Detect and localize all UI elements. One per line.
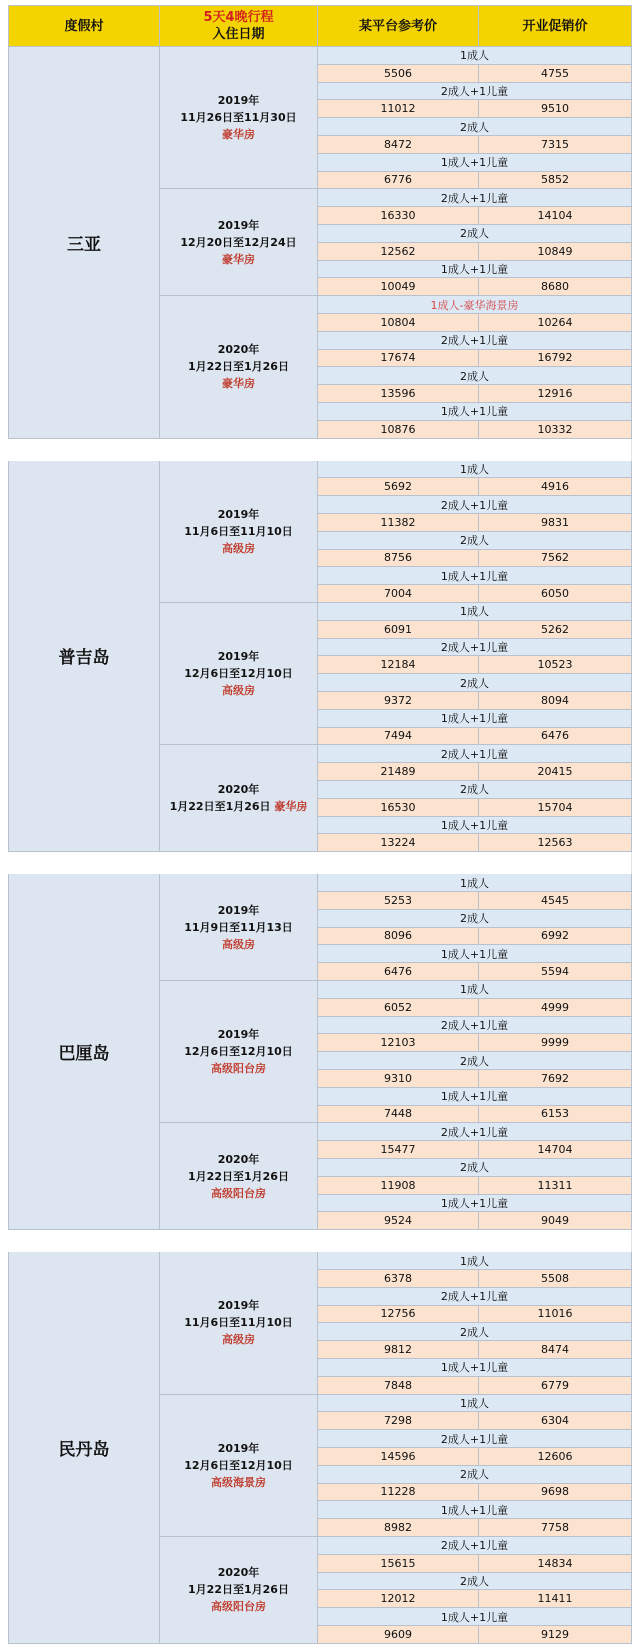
pax-type-row: 1成人: [318, 461, 632, 479]
pax-type-row: 1成人: [318, 1252, 632, 1270]
checkin-range: 12月6日至12月10日: [184, 1458, 293, 1472]
checkin-year: 2020年: [217, 343, 260, 357]
pax-type-row: 1成人: [318, 47, 632, 65]
pax-type-row: 2成人: [318, 118, 632, 136]
checkin-range: 11月6日至11月10日: [184, 524, 293, 538]
checkin-year: 2019年: [217, 650, 260, 664]
promo-price-cell: 11311: [479, 1177, 632, 1195]
pax-type-row: 1成人+1儿童: [318, 403, 632, 421]
room-type: 豪华房: [274, 800, 308, 814]
promo-price-cell: 12563: [479, 834, 632, 852]
pax-type-row: 2成人+1儿童: [318, 1123, 632, 1141]
header-resort: [8, 5, 160, 47]
promo-price-cell: 14834: [479, 1555, 632, 1573]
pax-type-row: 2成人: [318, 225, 632, 243]
ref-price-cell: 6378: [318, 1270, 479, 1288]
header-ref-price-label: 某平台参考价: [358, 18, 437, 34]
promo-price-cell: 9698: [479, 1484, 632, 1502]
pax-type-row: 1成人-豪华海景房: [318, 296, 632, 314]
ref-price-cell: 12562: [318, 243, 479, 261]
checkin-date-cell: [160, 1395, 318, 1537]
resort-name-cell: 三亚: [8, 47, 160, 439]
promo-price-cell: 8094: [479, 692, 632, 710]
pax-type-row: 1成人+1儿童: [318, 567, 632, 585]
ref-price-cell: 11908: [318, 1177, 479, 1195]
pax-type-row: 2成人: [318, 1052, 632, 1070]
ref-price-cell: 21489: [318, 763, 479, 781]
promo-price-cell: 5508: [479, 1270, 632, 1288]
promo-price-cell: 16792: [479, 350, 632, 368]
checkin-year: 2019年: [217, 1028, 260, 1042]
checkin-date-cell: [160, 1537, 318, 1644]
room-type: 高级阳台房: [211, 1600, 266, 1614]
checkin-range: 11月6日至11月10日: [184, 1316, 293, 1330]
ref-price-cell: 6476: [318, 963, 479, 981]
room-type: 高级阳台房: [211, 1062, 266, 1076]
pax-type-row: 2成人+1儿童: [318, 639, 632, 657]
ref-price-cell: 11012: [318, 100, 479, 118]
ref-price-cell: 12103: [318, 1034, 479, 1052]
pax-type-row: 1成人+1儿童: [318, 710, 632, 728]
ref-price-cell: 5253: [318, 892, 479, 910]
promo-price-cell: 9510: [479, 100, 632, 118]
checkin-year: 2020年: [217, 783, 260, 797]
ref-price-cell: 13596: [318, 385, 479, 403]
ref-price-cell: 7848: [318, 1377, 479, 1395]
promo-price-cell: 7315: [479, 136, 632, 154]
ref-price-cell: 6091: [318, 621, 479, 639]
ref-price-cell: 15477: [318, 1141, 479, 1159]
promo-price-cell: 11016: [479, 1306, 632, 1324]
ref-price-cell: 5506: [318, 65, 479, 83]
checkin-date-cell: [160, 189, 318, 296]
ref-price-cell: 12756: [318, 1306, 479, 1324]
header-checkin-label: 入住日期: [212, 27, 265, 42]
promo-price-cell: 10332: [479, 421, 632, 439]
ref-price-cell: 17674: [318, 350, 479, 368]
header-promo-price: [479, 5, 632, 47]
pax-type-row: 2成人: [318, 1466, 632, 1484]
section-gap: [8, 852, 632, 874]
promo-price-cell: 10264: [479, 314, 632, 332]
promo-price-cell: 10849: [479, 243, 632, 261]
room-type: 高级房: [222, 1333, 255, 1347]
promo-price-cell: 11411: [479, 1590, 632, 1608]
promo-price-cell: 12606: [479, 1448, 632, 1466]
ref-price-cell: 9310: [318, 1070, 479, 1088]
checkin-date-cell: [160, 296, 318, 438]
checkin-year: 2019年: [217, 507, 260, 521]
ref-price-cell: 9812: [318, 1341, 479, 1359]
ref-price-cell: 9609: [318, 1626, 479, 1644]
checkin-range: 11月9日至11月13日: [184, 920, 293, 934]
pax-type-row: 2成人: [318, 532, 632, 550]
pax-type-row: 2成人: [318, 367, 632, 385]
header-checkin: [160, 5, 318, 47]
checkin-range: 1月22日至1月26日: [169, 800, 271, 814]
ref-price-cell: 11382: [318, 514, 479, 532]
promo-price-cell: 6476: [479, 728, 632, 746]
promo-price-cell: 6050: [479, 585, 632, 603]
promo-price-cell: 9129: [479, 1626, 632, 1644]
ref-price-cell: 6776: [318, 172, 479, 190]
ref-price-cell: 16530: [318, 799, 479, 817]
checkin-date-cell: [160, 461, 318, 603]
header-promo-price-label: 开业促销价: [522, 18, 588, 34]
ref-price-cell: 12184: [318, 656, 479, 674]
ref-price-cell: 5692: [318, 478, 479, 496]
ref-price-cell: 7494: [318, 728, 479, 746]
promo-price-cell: 8680: [479, 278, 632, 296]
checkin-date-cell: [160, 603, 318, 745]
checkin-range: 1月22日至1月26日: [188, 1583, 289, 1597]
checkin-range-line: [170, 798, 308, 815]
room-type: 高级海景房: [211, 1475, 266, 1489]
promo-price-cell: 14104: [479, 207, 632, 225]
pax-type-row: 1成人: [318, 603, 632, 621]
promo-price-cell: 6304: [479, 1412, 632, 1430]
section-gap: [8, 1230, 632, 1252]
checkin-year: 2019年: [217, 903, 260, 917]
promo-price-cell: 20415: [479, 763, 632, 781]
promo-price-cell: 4755: [479, 65, 632, 83]
pax-type-row: 1成人+1儿童: [318, 1359, 632, 1377]
pax-type-row: 2成人+1儿童: [318, 83, 632, 101]
room-type: 豪华房: [222, 128, 255, 142]
header-resort-label: 度假村: [64, 18, 104, 34]
promo-price-cell: 9831: [479, 514, 632, 532]
pax-type-row: 1成人: [318, 1395, 632, 1413]
checkin-date-cell: [160, 745, 318, 852]
promo-price-cell: 5852: [479, 172, 632, 190]
ref-price-cell: 6052: [318, 999, 479, 1017]
pax-type-row: 2成人+1儿童: [318, 745, 632, 763]
ref-price-cell: 8756: [318, 550, 479, 568]
pax-type-row: 1成人+1儿童: [318, 261, 632, 279]
ref-price-cell: 12012: [318, 1590, 479, 1608]
checkin-range: 12月20日至12月24日: [180, 235, 297, 249]
checkin-date-cell: [160, 1252, 318, 1394]
pax-type-row: 1成人+1儿童: [318, 945, 632, 963]
promo-price-cell: 7562: [479, 550, 632, 568]
ref-price-cell: 7004: [318, 585, 479, 603]
checkin-year: 2020年: [217, 1566, 260, 1580]
checkin-year: 2019年: [217, 1299, 260, 1313]
promo-price-cell: 6779: [479, 1377, 632, 1395]
checkin-range: 11月26日至11月30日: [180, 111, 297, 125]
promo-price-cell: 15704: [479, 799, 632, 817]
pax-type-row: 1成人+1儿童: [318, 154, 632, 172]
promo-price-cell: 10523: [479, 656, 632, 674]
checkin-year: 2019年: [217, 1441, 260, 1455]
ref-price-cell: 16330: [318, 207, 479, 225]
header-itinerary-label: 5天4晚行程: [203, 10, 274, 25]
checkin-range: 12月6日至12月10日: [184, 667, 293, 681]
checkin-date-cell: [160, 1123, 318, 1230]
pax-type-row: 2成人+1儿童: [318, 1430, 632, 1448]
pax-type-row: 1成人+1儿童: [318, 1608, 632, 1626]
pax-type-row: 2成人+1儿童: [318, 1537, 632, 1555]
pax-type-row: 2成人: [318, 1159, 632, 1177]
room-type: 高级房: [222, 684, 255, 698]
promo-price-cell: 6992: [479, 928, 632, 946]
ref-price-cell: 9372: [318, 692, 479, 710]
ref-price-cell: 7298: [318, 1412, 479, 1430]
pax-type-row: 1成人+1儿童: [318, 1088, 632, 1106]
pax-type-row: 1成人: [318, 981, 632, 999]
pax-type-row: 1成人+1儿童: [318, 1195, 632, 1213]
checkin-date-cell: [160, 874, 318, 981]
room-type: 高级房: [222, 541, 255, 555]
checkin-year: 2019年: [217, 94, 260, 108]
pax-type-row: 2成人: [318, 1573, 632, 1591]
checkin-date-cell: [160, 981, 318, 1123]
ref-price-cell: 8982: [318, 1519, 479, 1537]
promo-price-cell: 5262: [479, 621, 632, 639]
promo-price-cell: 9999: [479, 1034, 632, 1052]
pax-type-row: 2成人+1儿童: [318, 496, 632, 514]
ref-price-cell: 8096: [318, 928, 479, 946]
promo-price-cell: 4545: [479, 892, 632, 910]
ref-price-cell: 10876: [318, 421, 479, 439]
pax-type-row: 2成人+1儿童: [318, 189, 632, 207]
promo-price-cell: 14704: [479, 1141, 632, 1159]
pax-type-row: 2成人: [318, 910, 632, 928]
pax-type-row: 2成人: [318, 1323, 632, 1341]
ref-price-cell: 13224: [318, 834, 479, 852]
room-type: 豪华房: [222, 252, 255, 266]
ref-price-cell: 7448: [318, 1106, 479, 1124]
pax-type-row: 2成人+1儿童: [318, 1288, 632, 1306]
promo-price-cell: 8474: [479, 1341, 632, 1359]
promo-price-cell: 7758: [479, 1519, 632, 1537]
checkin-range: 12月6日至12月10日: [184, 1045, 293, 1059]
promo-price-cell: 12916: [479, 385, 632, 403]
ref-price-cell: 11228: [318, 1484, 479, 1502]
checkin-range: 1月22日至1月26日: [188, 360, 289, 374]
promo-price-cell: 9049: [479, 1212, 632, 1230]
ref-price-cell: 14596: [318, 1448, 479, 1466]
checkin-year: 2019年: [217, 218, 260, 232]
header-ref-price: [318, 5, 479, 47]
resort-name-cell: 普吉岛: [8, 461, 160, 853]
promo-price-cell: 5594: [479, 963, 632, 981]
pax-type-row: 2成人: [318, 781, 632, 799]
room-type: 高级房: [222, 937, 255, 951]
promo-price-cell: 7692: [479, 1070, 632, 1088]
resort-name-cell: 巴厘岛: [8, 874, 160, 1230]
checkin-year: 2020年: [217, 1152, 260, 1166]
pax-type-row: 2成人: [318, 674, 632, 692]
ref-price-cell: 10049: [318, 278, 479, 296]
ref-price-cell: 9524: [318, 1212, 479, 1230]
resort-name-cell: 民丹岛: [8, 1252, 160, 1644]
promo-price-cell: 6153: [479, 1106, 632, 1124]
promo-price-cell: 4999: [479, 999, 632, 1017]
room-type: 高级阳台房: [211, 1186, 266, 1200]
checkin-date-cell: [160, 47, 318, 189]
ref-price-cell: 15615: [318, 1555, 479, 1573]
pax-type-row: 2成人+1儿童: [318, 1017, 632, 1035]
pax-type-row: 2成人+1儿童: [318, 332, 632, 350]
checkin-range: 1月22日至1月26日: [188, 1169, 289, 1183]
room-type: 豪华房: [222, 377, 255, 391]
ref-price-cell: 8472: [318, 136, 479, 154]
ref-price-cell: 10804: [318, 314, 479, 332]
pax-type-row: 1成人+1儿童: [318, 1501, 632, 1519]
promo-price-cell: 4916: [479, 478, 632, 496]
pax-type-row: 1成人+1儿童: [318, 817, 632, 835]
section-gap: [8, 439, 632, 461]
pax-type-row: 1成人: [318, 874, 632, 892]
